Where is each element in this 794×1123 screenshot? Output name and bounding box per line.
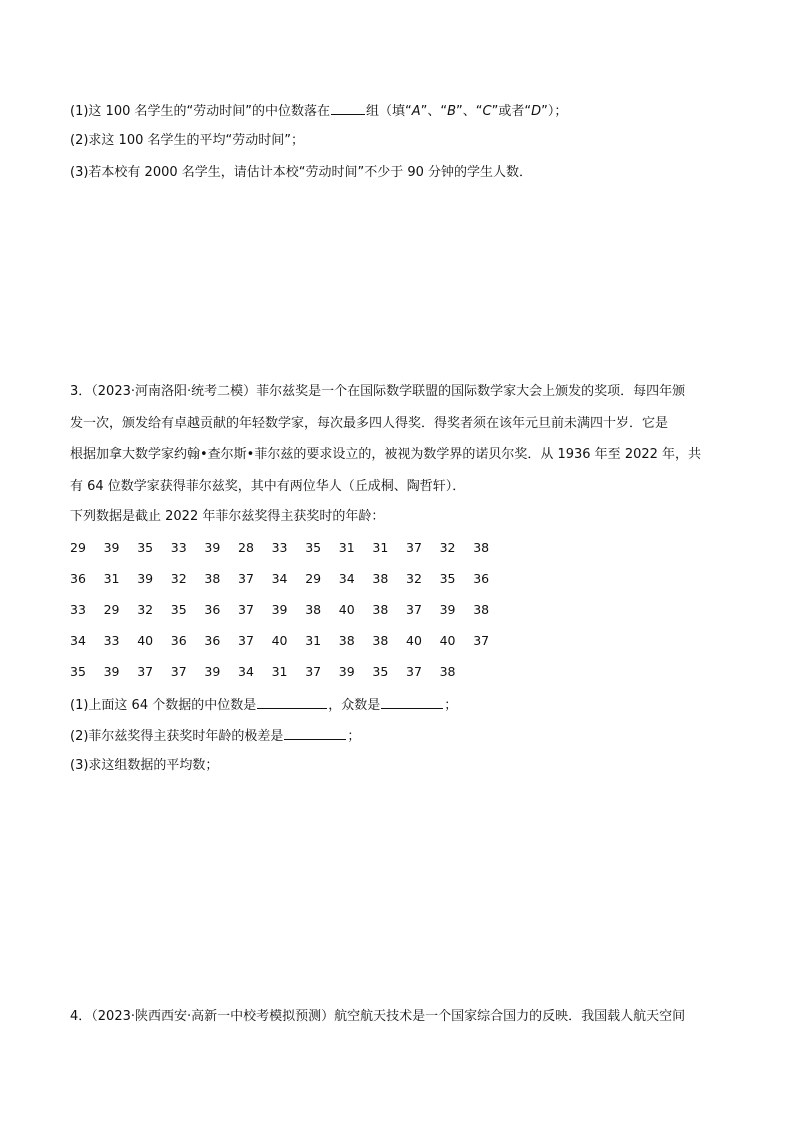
age-cell: 39	[204, 664, 221, 679]
age-cell: 38	[338, 633, 355, 648]
age-cell: 31	[338, 540, 355, 555]
q3-part2: (2)菲尔兹奖得主获奖时年龄的极差是 ；	[70, 726, 360, 746]
age-cell: 38	[204, 571, 221, 586]
q2-part3: (3)若本校有 2000 名学生，请估计本校“劳动时间”不少于 90 分钟的学生人数．	[70, 165, 533, 180]
age-cell: 35	[70, 664, 86, 679]
age-cell: 33	[70, 602, 86, 617]
age-cell: 34	[338, 571, 355, 586]
age-cell: 37	[473, 633, 490, 648]
age-cell: 29	[103, 602, 120, 617]
q2-part1: (1)这 100 名学生的“劳动时间”的中位数落在 组（填“A”、“B”、“C”或者“D”）；	[70, 101, 567, 121]
age-cell: 37	[305, 664, 322, 679]
age-cell: 37	[406, 540, 422, 555]
option-a: A	[411, 104, 421, 119]
age-cell: 39	[103, 664, 120, 679]
age-cell: 38	[372, 633, 389, 648]
age-cell: 31	[271, 664, 288, 679]
age-cell: 37	[137, 664, 154, 679]
age-cell: 37	[170, 664, 187, 679]
option-b: B	[447, 104, 457, 119]
age-cell: 31	[103, 571, 120, 586]
q3-stem-line4: 有 64 位数学家获得菲尔兹奖，其中有两位华人（丘成桐、陶哲轩）．	[70, 479, 466, 494]
q4-stem-line1: 4．（2023·陕西西安·高新一中校考模拟预测）航空航天技术是一个国家综合国力的反映．我国载人航天空间	[70, 1009, 686, 1024]
age-cell: 29	[305, 571, 322, 586]
age-cell: 31	[372, 540, 389, 555]
age-cell: 35	[305, 540, 322, 555]
age-cell: 39	[271, 602, 288, 617]
q2-part1-text: (1)这 100 名学生的“劳动时间”的中位数落在	[70, 104, 330, 119]
age-cell: 40	[406, 633, 422, 648]
age-cell: 36	[70, 571, 86, 586]
age-cell: 33	[103, 633, 120, 648]
q2-part2: (2)求这 100 名学生的平均“劳动时间”；	[70, 133, 304, 148]
q3-part3: (3)求这组数据的平均数；	[70, 758, 219, 773]
q3-stem-line1: 3．（2023·河南洛阳·统考二模）菲尔兹奖是一个在国际数学联盟的国际数学家大会上颁发的奖项．每四年颁	[70, 384, 686, 399]
age-cell: 40	[137, 633, 154, 648]
age-cell: 38	[372, 571, 389, 586]
age-cell: 32	[170, 571, 187, 586]
age-cell: 32	[137, 602, 154, 617]
age-cell: 38	[372, 602, 389, 617]
age-cell: 35	[439, 571, 456, 586]
age-cell: 36	[170, 633, 187, 648]
q2-part1-blank[interactable]	[331, 101, 365, 115]
age-cell: 37	[406, 664, 422, 679]
age-cell: 32	[439, 540, 456, 555]
age-cell: 39	[439, 602, 456, 617]
q3-part2-text: (2)菲尔兹奖得主获奖时年龄的极差是	[70, 729, 284, 744]
q3-stem-line5: 下列数据是截止 2022 年菲尔兹奖得主获奖时的年龄：	[70, 509, 385, 524]
age-cell: 36	[204, 602, 221, 617]
age-cell: 39	[338, 664, 355, 679]
age-cell: 40	[439, 633, 456, 648]
q3-part1-text: (1)上面这 64 个数据的中位数是	[70, 698, 257, 713]
q3-part1-text2: ，众数是	[328, 698, 381, 713]
q2-part1-text2: 组（填“	[365, 104, 412, 119]
q3-stem-line2: 发一次，颁发给有卓越贡献的年轻数学家，每次最多四人得奖．得奖者须在该年元旦前未满四十岁．它是	[70, 416, 669, 431]
age-cell: 40	[271, 633, 288, 648]
option-c: C	[482, 104, 492, 119]
age-cell: 37	[238, 571, 254, 586]
age-cell: 38	[305, 602, 322, 617]
age-cell: 35	[170, 602, 187, 617]
mode-blank[interactable]	[381, 695, 443, 709]
age-cell: 36	[473, 571, 490, 586]
age-cell: 37	[238, 633, 254, 648]
median-blank[interactable]	[257, 695, 327, 709]
age-cell: 29	[70, 540, 86, 555]
age-cell: 35	[372, 664, 389, 679]
age-cell: 38	[473, 602, 490, 617]
age-cell: 33	[170, 540, 187, 555]
age-cell: 39	[137, 571, 154, 586]
age-cell: 34	[271, 571, 288, 586]
q3-part1: (1)上面这 64 个数据的中位数是 ，众数是 ；	[70, 695, 457, 715]
age-cell: 36	[204, 633, 221, 648]
age-cell: 34	[70, 633, 86, 648]
age-cell: 32	[406, 571, 422, 586]
range-blank[interactable]	[284, 726, 346, 740]
age-cell: 40	[338, 602, 355, 617]
age-cell: 35	[137, 540, 154, 555]
age-cell: 38	[439, 664, 456, 679]
age-cell: 28	[238, 540, 254, 555]
age-cell: 37	[406, 602, 422, 617]
q3-stem-line3: 根据加拿大数学家约翰•查尔斯•菲尔兹的要求设立的，被视为数学界的诺贝尔奖．从 1936 年至 2022 年，共	[70, 447, 702, 462]
age-cell: 33	[271, 540, 288, 555]
age-cell: 39	[103, 540, 120, 555]
age-cell: 34	[238, 664, 254, 679]
age-cell: 37	[238, 602, 254, 617]
age-cell: 31	[305, 633, 322, 648]
option-d: D	[531, 104, 542, 119]
age-cell: 39	[204, 540, 221, 555]
age-cell: 38	[473, 540, 490, 555]
